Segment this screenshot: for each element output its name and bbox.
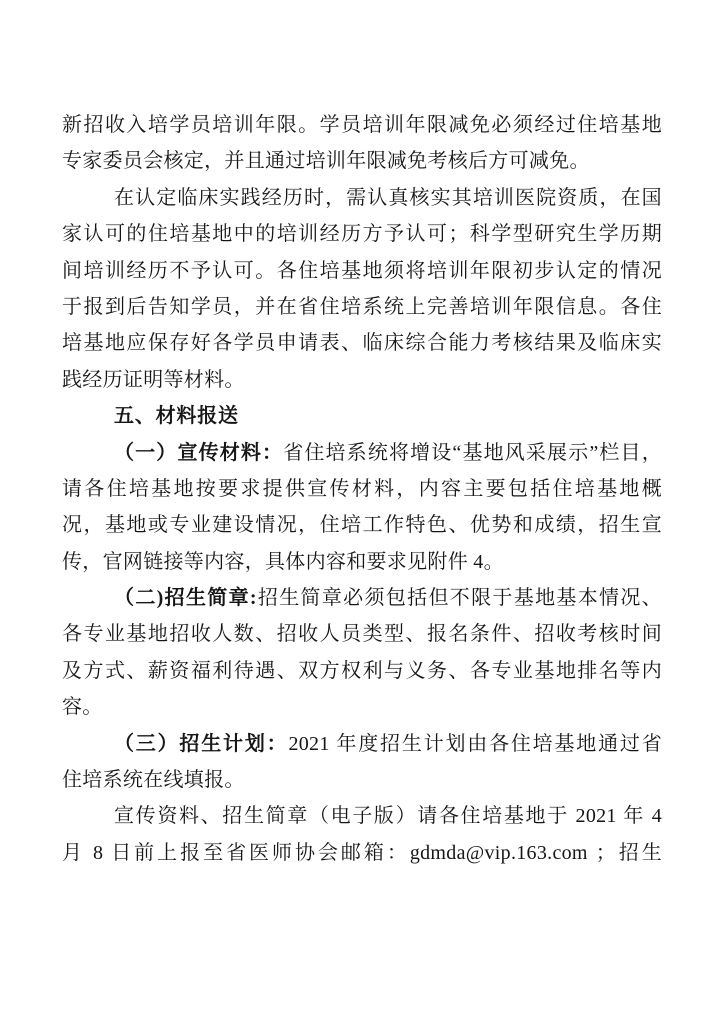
document-line bbox=[62, 762, 662, 798]
text-segment: 家认可的住培基地中的培训经历方予认可；科学型研究生学历期 bbox=[62, 223, 662, 246]
text-segment: 各专业基地招收人数、招收人员类型、报名条件、招收考核时间 bbox=[62, 623, 662, 646]
bold-text-segment: （二)招生简章: bbox=[114, 587, 257, 610]
document-line bbox=[62, 180, 662, 216]
bold-text-segment: （三）招生计划： bbox=[114, 732, 289, 755]
bold-text-segment: 五、材料报送 bbox=[114, 405, 239, 428]
document-line bbox=[62, 471, 662, 507]
document-line bbox=[62, 216, 662, 252]
text-segment: 在认定临床实践经历时，需认真核实其培训医院资质，在国 bbox=[114, 186, 662, 209]
section-heading bbox=[62, 398, 662, 434]
text-segment: 及方式、薪资福利待遇、双方权利与义务、各专业基地排名等内 bbox=[62, 659, 662, 682]
document-line bbox=[62, 143, 662, 179]
text-segment: 月 8 日前上报至省医师协会邮箱：gdmda@vip.163.com ；招生 bbox=[62, 841, 662, 864]
text-segment: 新招收入培学员培训年限。学员培训年限减免必须经过住培基地 bbox=[62, 114, 662, 136]
text-segment: 专家委员会核定，并且通过培训年限减免考核后方可减免。 bbox=[62, 150, 590, 173]
text-segment: 况，基地或专业建设情况，住培工作特色、优势和成绩，招生宣 bbox=[62, 514, 662, 537]
text-segment: 省住培系统将增设“基地风采展示”栏目， bbox=[283, 441, 662, 464]
document-line bbox=[62, 325, 662, 361]
document-line bbox=[62, 507, 662, 543]
document-content bbox=[62, 107, 662, 871]
document-line bbox=[62, 616, 662, 652]
text-segment: 住培系统在线填报。 bbox=[62, 769, 245, 792]
bold-text-segment: （一）宣传材料： bbox=[114, 441, 284, 464]
document-line bbox=[62, 798, 662, 834]
document-line bbox=[62, 653, 662, 689]
text-segment: 践经历证明等材料。 bbox=[62, 368, 245, 391]
document-line bbox=[62, 107, 662, 143]
text-segment: 2021 年度招生计划由各住培基地通过省 bbox=[288, 732, 662, 755]
document-line bbox=[62, 689, 662, 725]
document-line bbox=[62, 835, 662, 871]
text-segment: 容。 bbox=[62, 696, 103, 719]
text-segment: 间培训经历不予认可。各住培基地须将培训年限初步认定的情况 bbox=[62, 259, 662, 282]
document-line bbox=[62, 726, 662, 762]
text-segment: 于报到后告知学员，并在省住培系统上完善培训年限信息。各住 bbox=[62, 295, 662, 318]
document-line bbox=[62, 253, 662, 289]
document-line bbox=[62, 289, 662, 325]
document-line bbox=[62, 362, 662, 398]
text-segment: 培基地应保存好各学员申请表、临床综合能力考核结果及临床实 bbox=[62, 332, 662, 355]
text-segment: 请各住培基地按要求提供宣传材料，内容主要包括住培基地概 bbox=[62, 477, 662, 500]
text-segment: 宣传资料、招生简章（电子版）请各住培基地于 2021 年 4 bbox=[114, 805, 662, 828]
document-line bbox=[62, 580, 662, 616]
text-segment: 招生简章必须包括但不限于基地基本情况、 bbox=[256, 587, 662, 610]
document-line bbox=[62, 435, 662, 471]
text-segment: 传，官网链接等内容，具体内容和要求见附件 4。 bbox=[62, 550, 504, 573]
document-line bbox=[62, 544, 662, 580]
